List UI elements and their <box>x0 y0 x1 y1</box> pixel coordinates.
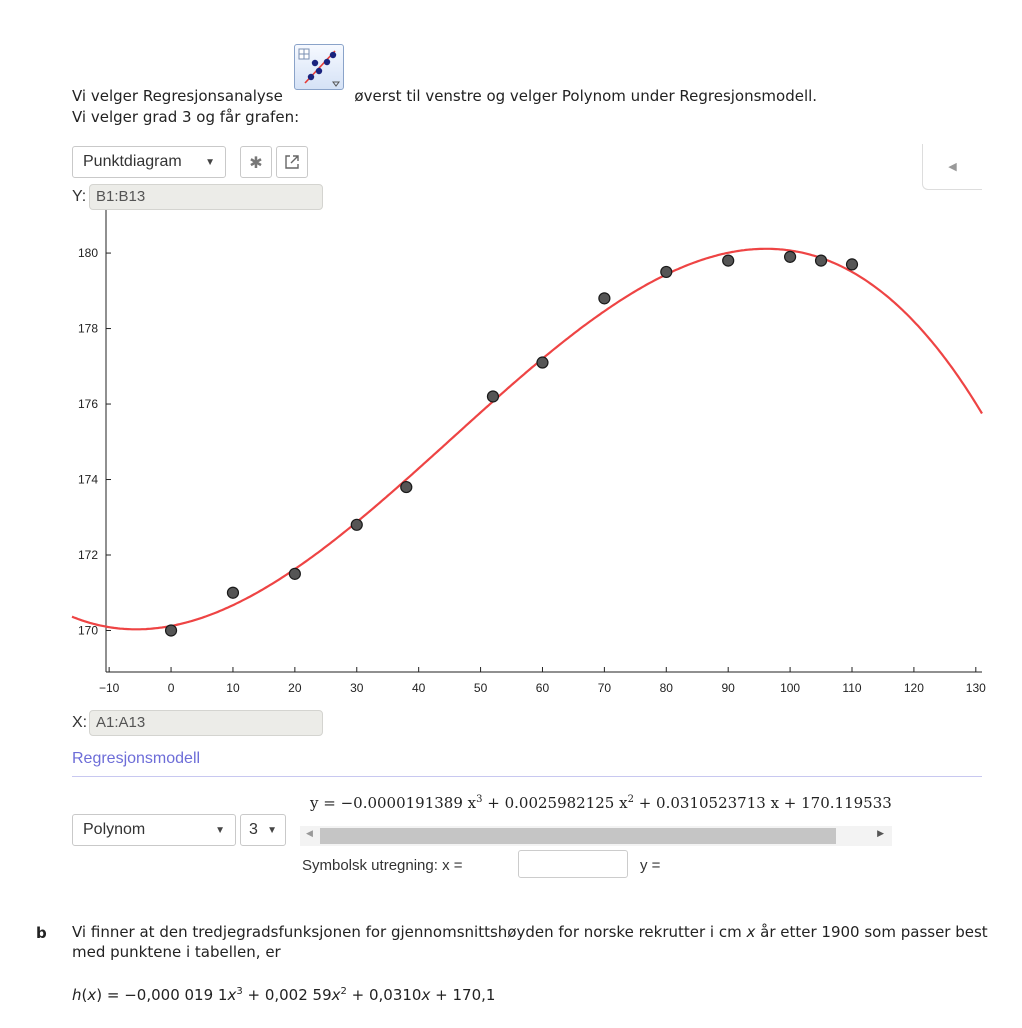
x-tick-label: 50 <box>473 681 488 695</box>
export-button[interactable] <box>276 146 308 178</box>
x-tick-label: 0 <box>167 681 175 695</box>
equation-scrollbar[interactable] <box>300 826 892 846</box>
degree-value: 3 <box>249 821 258 838</box>
data-points <box>166 251 858 636</box>
plot-type-value: Punktdiagram <box>83 153 182 170</box>
x-tick-label: 120 <box>903 681 924 695</box>
part-b-formula: h(x) = −0,000 019 $1x^3 + 0,002$ $59x^2 + 0,0310x + 170,1$ <box>72 986 496 1004</box>
x-value-input[interactable] <box>518 850 628 878</box>
x-tick-label: 130 <box>965 681 986 695</box>
regression-equation: y = −0.0000191389 $x^3 + 0.0025982125$ $x^2 + 0.0310523713$ x + 170.119533 <box>310 794 892 812</box>
model-value: Polynom <box>83 821 146 838</box>
data-point <box>487 391 498 402</box>
x-tick-label: 10 <box>226 681 240 695</box>
chevron-down-icon: ▼ <box>267 824 277 836</box>
y-tick-label: 170 <box>77 623 98 638</box>
part-b-letter: b <box>36 924 47 942</box>
x-range-field[interactable]: A1:A13 <box>89 710 323 736</box>
x-tick-label: 30 <box>350 681 364 695</box>
intro-line-2: Vi velger grad 3 og får grafen: <box>72 108 300 126</box>
x-field-label: X: <box>72 714 88 731</box>
y-tick-label: 172 <box>77 548 98 562</box>
y-tick-label: 176 <box>77 397 98 412</box>
y-axis <box>78 210 111 672</box>
regression-model-link[interactable]: Regresjonsmodell <box>72 750 201 767</box>
data-point <box>816 255 827 266</box>
data-point <box>401 482 412 493</box>
part-b-text: Vi finner at den tredjegradsfunksjonen for gjennomsnittshøyden for norske rekrutter i cm x år etter 1900 som passer best med punktene i tabellen, er <box>72 923 988 961</box>
y-tick-label: 180 <box>77 246 98 261</box>
x-axis <box>99 667 986 695</box>
scroll-right-icon[interactable]: ▶ <box>877 829 884 839</box>
x-tick-label: 20 <box>288 681 302 695</box>
toggle-sidebar-button[interactable] <box>922 144 982 190</box>
data-point <box>289 568 300 579</box>
x-tick-label: 80 <box>659 681 673 695</box>
x-tick-label: −10 <box>98 681 120 695</box>
regression-curve <box>72 249 982 630</box>
external-window-icon <box>284 154 300 170</box>
x-tick-label: 70 <box>597 681 612 695</box>
data-point <box>166 625 177 636</box>
symbolic-calc-label: Symbolsk utregning: x = <box>302 857 463 874</box>
data-point <box>537 357 548 368</box>
model-select[interactable] <box>72 814 236 846</box>
intro-text-before: Vi velger Regresjonsanalyse <box>72 87 283 105</box>
intro-line-1 <box>72 62 817 108</box>
scroll-thumb[interactable] <box>320 828 836 844</box>
data-point <box>599 293 610 304</box>
y-field-label: Y: <box>72 188 87 205</box>
scatter-plot <box>72 204 986 704</box>
x-tick-label: 100 <box>780 681 801 695</box>
gear-icon: ✱ <box>249 152 263 172</box>
y-value-label: y = <box>640 857 661 874</box>
chevron-down-icon: ▼ <box>215 824 225 836</box>
x-tick-label: 60 <box>535 681 550 695</box>
intro-text-after: øverst til venstre og velger Polynom under Regresjonsmodell. <box>354 87 818 105</box>
data-point <box>723 255 734 266</box>
regression-analysis-icon <box>294 44 344 90</box>
regression-panel <box>72 144 986 888</box>
y-tick-label: 174 <box>77 472 98 487</box>
scroll-left-icon[interactable]: ◀ <box>306 829 313 839</box>
settings-button[interactable] <box>240 146 272 178</box>
degree-select[interactable] <box>240 814 286 846</box>
x-tick-label: 40 <box>411 681 426 695</box>
data-point <box>661 266 672 277</box>
data-point <box>847 259 858 270</box>
y-range-field[interactable]: B1:B13 <box>89 184 323 210</box>
data-point <box>351 519 362 530</box>
data-point <box>785 251 796 262</box>
triangle-left-icon: ◀ <box>948 160 957 173</box>
chevron-down-icon: ▼ <box>205 156 215 168</box>
y-tick-label: 178 <box>77 321 98 336</box>
x-tick-label: 90 <box>721 681 735 695</box>
plot-type-select[interactable] <box>72 146 226 178</box>
divider <box>72 776 982 777</box>
data-point <box>227 587 238 598</box>
x-tick-label: 110 <box>842 681 862 695</box>
